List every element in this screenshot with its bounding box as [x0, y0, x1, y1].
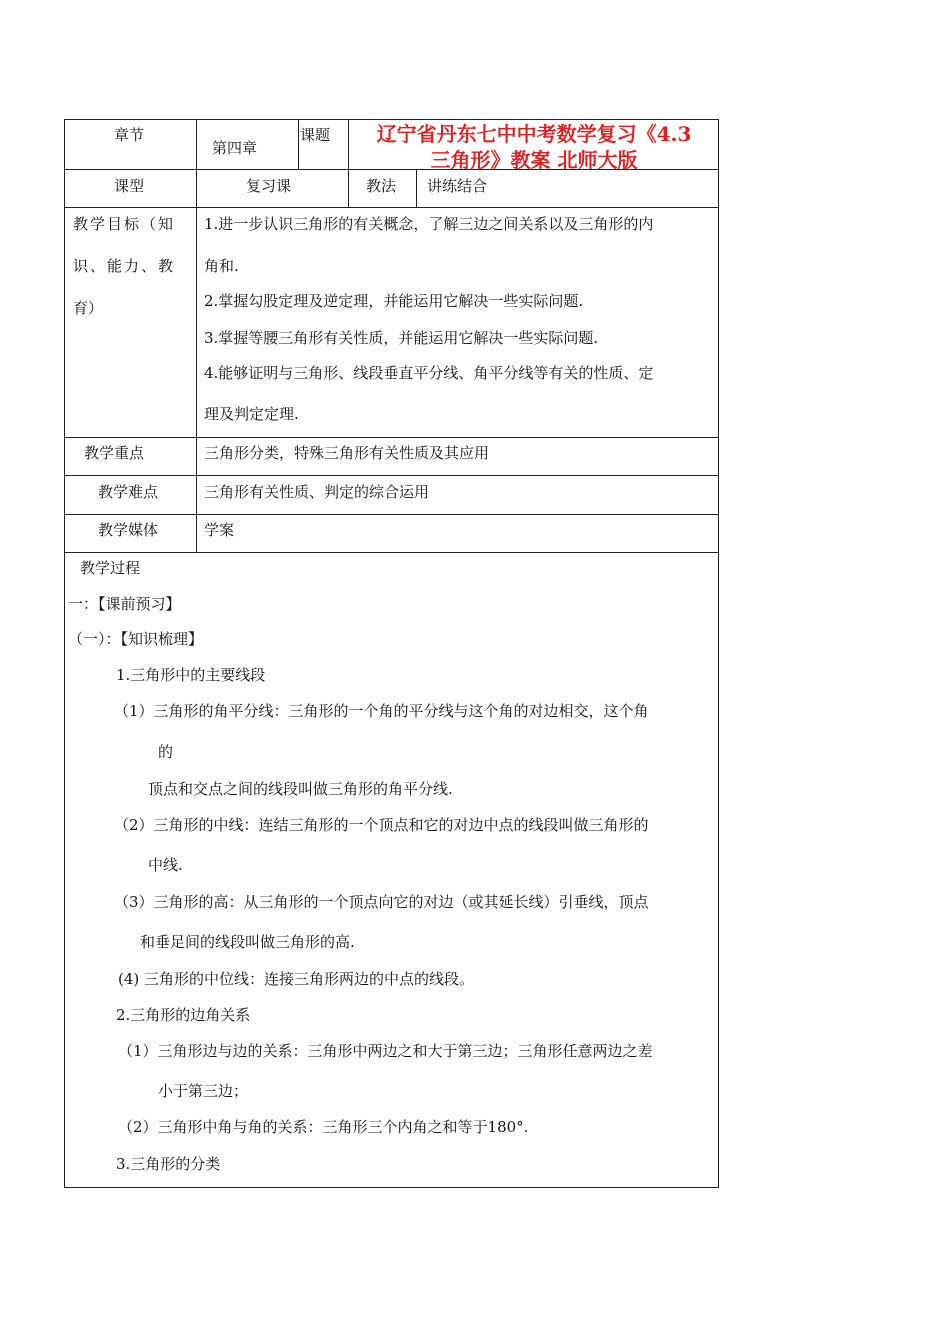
title-line-1: 辽宁省丹东七中中考数学复习《4.3: [376, 122, 692, 146]
media-label: 教学媒体: [98, 521, 159, 539]
type-value: 复习课: [246, 177, 292, 195]
process-line: 小于第三边；: [158, 1082, 249, 1100]
process-line: 3.三角形的分类: [116, 1155, 221, 1173]
chapter-value: 第四章: [212, 139, 258, 157]
type-label: 课型: [114, 177, 145, 195]
process-line: （1）三角形边与边的关系：三角形中两边之和大于第三边；三角形任意两边之差: [118, 1042, 653, 1060]
process-line: 一：【课前预习】: [68, 595, 181, 613]
method-label: 教法: [366, 177, 397, 195]
difficulty-label: 教学难点: [98, 483, 159, 501]
goals-label-line: 识、能力、教: [73, 257, 176, 275]
process-line: （3）三角形的高：从三角形的一个顶点向它的对边（或其延长线）引垂线，顶点: [114, 893, 649, 911]
document-title: [350, 121, 718, 173]
goal-line: 理及判定定理.: [204, 405, 299, 423]
goals-label-line: 教学目标（知: [73, 215, 176, 233]
process-line: （2）三角形中角与角的关系：三角形三个内角之和等于180°.: [118, 1118, 529, 1136]
goal-line: 1.进一步认识三角形的有关概念，了解三边之间关系以及三角形的内: [204, 215, 654, 233]
process-line: （1）三角形的角平分线：三角形的一个角的平分线与这个角的对边相交，这个角: [114, 702, 649, 720]
key-point-value: 三角形分类，特殊三角形有关性质及其应用: [204, 444, 490, 462]
process-line: 和垂足间的线段叫做三角形的高.: [140, 933, 355, 951]
process-line: （一）：【知识梳理】: [68, 630, 204, 648]
topic-label: 课题: [300, 126, 331, 144]
title-line-2: 三角形》教案 北师大版: [430, 148, 638, 172]
method-value: 讲练结合: [427, 177, 488, 195]
media-value: 学案: [204, 521, 235, 539]
goals-label-line: 育）: [73, 299, 104, 317]
process-line: （2）三角形的中线：连结三角形的一个顶点和它的对边中点的线段叫做三角形的: [114, 816, 649, 834]
goal-line: 3.掌握等腰三角形有关性质，并能运用它解决一些实际问题.: [204, 329, 599, 347]
difficulty-value: 三角形有关性质、判定的综合运用: [204, 483, 430, 501]
goal-line: 角和.: [204, 257, 239, 275]
process-line: 的: [158, 743, 174, 761]
process-line: (4) 三角形的中位线：连接三角形两边的中点的线段。: [118, 970, 475, 988]
key-point-label: 教学重点: [84, 444, 145, 462]
process-line: 顶点和交点之间的线段叫做三角形的角平分线.: [148, 780, 453, 798]
process-heading: 教学过程: [80, 559, 141, 577]
goal-line: 2.掌握勾股定理及逆定理，并能运用它解决一些实际问题.: [204, 292, 584, 310]
goal-line: 4.能够证明与三角形、线段垂直平分线、角平分线等有关的性质、定: [204, 364, 654, 382]
process-line: 中线.: [148, 856, 183, 874]
process-line: 2.三角形的边角关系: [116, 1006, 251, 1024]
process-line: 1.三角形中的主要线段: [116, 666, 266, 684]
chapter-label: 章节: [114, 126, 145, 144]
